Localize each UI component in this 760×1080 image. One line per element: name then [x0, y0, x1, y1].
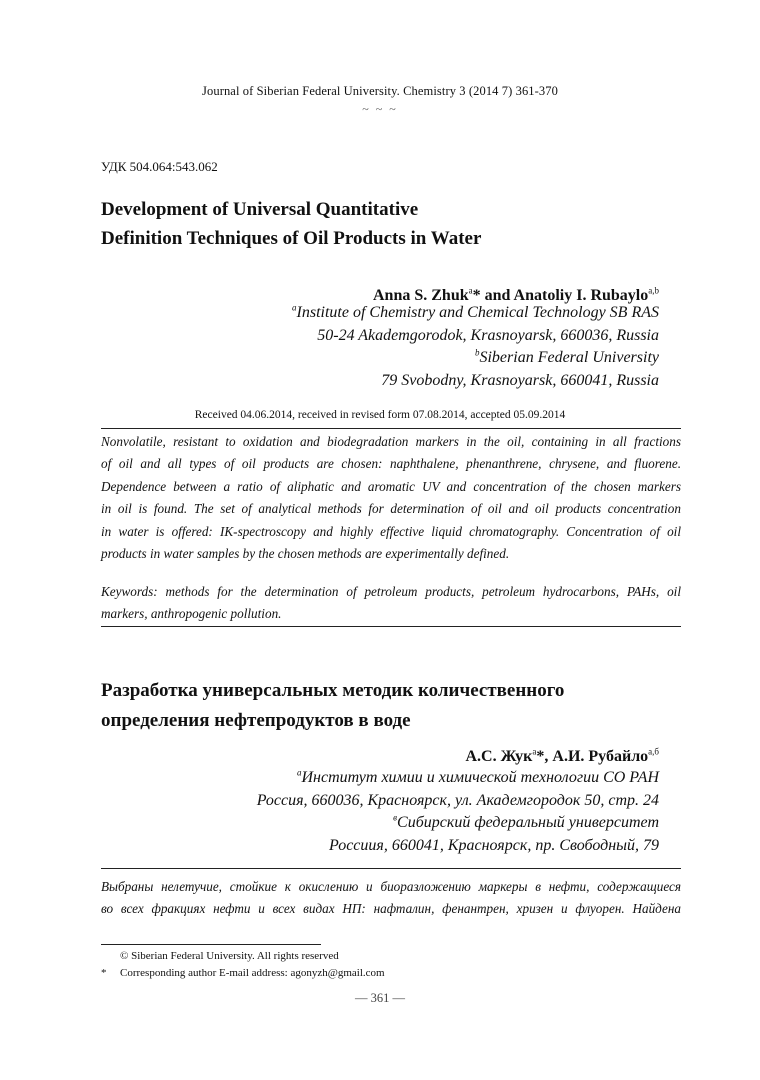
english-title-line-1: Development of Universal Quantitative [101, 199, 419, 220]
abstract-line: products in water samples by the chosen methods are experimentally defined. [101, 546, 510, 562]
received-dates: Received 04.06.2014, received in revised form 07.08.2014, accepted 05.09.2014 [194, 409, 566, 421]
affiliation-a: $^a$Institute of Chemistry and Chemical Technology SB RAS [292, 302, 659, 321]
copyright-note: © Siberian Federal University. All rights reserved [120, 950, 339, 962]
abstract-line: of oil and all types of oil products are chosen: naphthalene, phenanthrene, chrysene, and fluorene. [101, 456, 681, 472]
english-title [101, 195, 481, 253]
affiliation-b-address: 79 Svobodny, Krasnoyarsk, 660041, Russia [381, 371, 659, 389]
author-name: Anatoliy I. Rubaylo [513, 287, 649, 304]
russian-title [101, 676, 564, 736]
footnote-divider [101, 944, 321, 945]
russian-affiliations [257, 767, 659, 857]
affiliation-mark: а [296, 767, 302, 778]
journal-header: Journal of Siberian Federal University. Chemistry 3 (2014 7) 361-370 [202, 84, 558, 98]
affiliation-mark: a [468, 285, 473, 296]
abstract-line: in water is offered: IK-spectroscopy and highly effective liquid chromatography. Concentration of oil [101, 523, 681, 539]
abstract-line: Dependence between a ratio of aliphatic and aromatic UV and concentration of the chosen markers [101, 478, 681, 494]
corresponding-mark: * [101, 967, 107, 979]
affiliation-b: $^b$Siberian Federal University [474, 347, 659, 366]
divider [101, 868, 681, 869]
affiliation-mark: a,b [648, 285, 659, 296]
author-name: А.С. Жук [465, 748, 533, 765]
udc-code: УДК 504.064:543.062 [101, 159, 218, 174]
page-number: ― 361 ― [355, 991, 405, 1005]
russian-title-line-2: определения нефтепродуктов в воде [101, 710, 411, 731]
english-title-line-2: Definition Techniques of Oil Products in Water [101, 228, 482, 249]
affiliation-mark: а [532, 746, 537, 757]
affiliation-mark: a [292, 302, 297, 313]
divider [101, 626, 681, 627]
corresponding-mark: * [472, 287, 481, 304]
affiliation-b: $^в$Сибирский федеральный университет [393, 812, 659, 831]
english-affiliations [292, 302, 659, 392]
keywords [101, 581, 681, 626]
affiliation-b-address: Россиия, 660041, Красноярск, пр. Свободный, 79 [329, 836, 659, 854]
english-abstract [101, 431, 681, 565]
divider [101, 428, 681, 429]
abstract-line: Nonvolatile, resistant to oxidation and biodegradation markers in the oil, containing in all fractions [101, 434, 681, 449]
corresponding-mark: *, [536, 748, 553, 765]
affiliation-mark: в [393, 812, 398, 823]
affiliation-a-address: Россия, 660036, Красноярск, ул. Академгородок 50, стр. 24 [256, 791, 659, 809]
author-connector: and [480, 287, 514, 304]
header-ornament: ~ ~ ~ [362, 102, 398, 116]
author-name: А.И. Рубайло [552, 748, 649, 765]
keywords-line: Keywords: methods for the determination of petroleum products, petroleum hydrocarbons, PAHs, oil [101, 584, 681, 599]
affiliation-a: $^а$Институт химии и химической технологии СО РАН [296, 767, 659, 786]
corresponding-author-note: Corresponding author E-mail address: agonyzh@gmail.com [120, 967, 385, 979]
abstract-line: in oil is found. The set of analytical methods for determination of oil and oil products concentration [101, 501, 681, 517]
author-name: Anna S. Zhuk [373, 287, 469, 304]
russian-authors [465, 748, 659, 766]
affiliation-mark: а,б [648, 746, 659, 757]
russian-abstract [101, 876, 681, 921]
abstract-line: Выбраны нелетучие, стойкие к окислению и биоразложению маркеры в нефти, содержащиеся [101, 879, 681, 894]
russian-title-line-1: Разработка универсальных методик количественного [101, 680, 565, 701]
abstract-line: во всех фракциях нефти и всех видах НП: нафталин, фенантрен, хризен и флуорен. Найдена [101, 901, 681, 917]
affiliation-a-address: 50-24 Akademgorodok, Krasnoyarsk, 660036, Russia [317, 326, 659, 344]
affiliation-mark: b [474, 347, 480, 358]
keywords-line: markers, anthropogenic pollution. [101, 606, 282, 622]
